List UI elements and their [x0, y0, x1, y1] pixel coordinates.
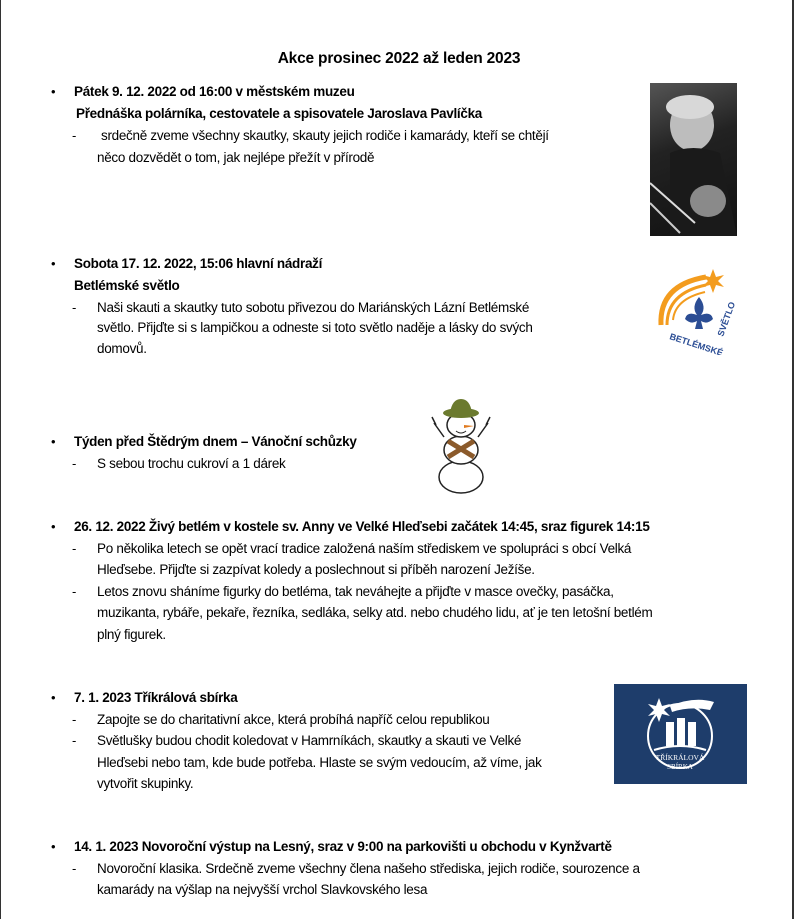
event-text: Hleďsebe. Přijďte si zazpívat koledy a poslechnout si příběh narození Ježíše.	[97, 562, 535, 577]
event-text: něco dozvědět o tom, jak nejlépe přežít v přírodě	[97, 150, 375, 165]
dash: -	[72, 541, 77, 556]
bullet: •	[51, 519, 56, 534]
dash: -	[72, 733, 77, 748]
event-heading: 14. 1. 2023 Novoroční výstup na Lesný, sraz v 9:00 na parkovišti u obchodu v Kynžvartě	[74, 839, 612, 854]
event-text: kamarády na výšlap na nejvyšší vrchol Slavkovského lesa	[97, 882, 428, 897]
event-text: Letos znovu sháníme figurky do betléma, tak neváhejte a přijďte v masce ovečky, pasáčka,	[97, 584, 614, 599]
dash: -	[72, 128, 77, 143]
event-text: Hleďsebi nebo tam, kde bude potřeba. Hlaste se svým vedoucím, až víme, jak	[97, 755, 542, 770]
bullet: •	[51, 256, 56, 271]
event-heading: 26. 12. 2022 Živý betlém v kostele sv. Anny ve Velké Hleďsebi začátek 14:45, sraz figurek 14:15	[74, 519, 650, 534]
dash: -	[72, 712, 77, 727]
event-text: Naši skauti a skautky tuto sobotu přivezou do Mariánských Lázní Betlémské	[97, 300, 530, 315]
betlemske-svetlo-logo	[651, 265, 751, 355]
event-heading: Týden před Štědrým dnem – Vánoční schůzky	[74, 434, 357, 449]
document-title: Akce prosinec 2022 až leden 2023	[277, 50, 521, 67]
event-text: Světlušky budou chodit koledovat v Hamrníkách, skautky a skauti ve Velké	[97, 733, 522, 748]
event-heading: 7. 1. 2023 Tříkrálová sbírka	[74, 690, 238, 705]
bullet: •	[51, 84, 56, 99]
event-heading: Sobota 17. 12. 2022, 15:06 hlavní nádraží	[74, 256, 323, 271]
svg-text:BETLÉMSKÉ: BETLÉMSKÉ	[668, 331, 725, 355]
event-text: domovů.	[97, 341, 147, 356]
event-heading: Pátek 9. 12. 2022 od 16:00 v městském muzeu	[74, 84, 355, 99]
svg-text:SVĚTLO: SVĚTLO	[715, 300, 738, 338]
dash: -	[72, 456, 77, 471]
dash: -	[72, 861, 77, 876]
event-text: S sebou trochu cukroví a 1 dárek	[97, 456, 286, 471]
logo-text: TŘÍKRÁLOVÁ	[655, 753, 705, 762]
bullet: •	[51, 434, 56, 449]
portrait-photo	[650, 83, 737, 236]
bullet: •	[51, 839, 56, 854]
dash: -	[72, 300, 77, 315]
event-text: Po několika letech se opět vrací tradice založená naším střediskem ve spolupráci s obcí Velká	[97, 541, 632, 556]
event-text: vytvořit skupinky.	[97, 776, 194, 791]
event-text: srdečně zveme všechny skautky, skauty jejich rodiče i kamarády, kteří se chtějí	[101, 128, 549, 143]
event-text: Zapojte se do charitativní akce, která probíhá napříč celou republikou	[97, 712, 490, 727]
event-text: světlo. Přijďte si s lampičkou a odneste si toto světlo naděje a lásky do svých	[97, 320, 533, 335]
event-subheading: Přednáška polárníka, cestovatele a spisovatele Jaroslava Pavlíčka	[76, 106, 483, 121]
event-text: plný figurek.	[97, 627, 166, 642]
event-subheading: Betlémské světlo	[74, 278, 180, 293]
trikralova-sbirka-logo	[614, 684, 747, 784]
bullet: •	[51, 690, 56, 705]
event-text: muzikanta, rybáře, pekaře, řezníka, sedláka, selky atd. nebo chudého lidu, ať je ten letošní betlém	[97, 605, 653, 620]
dash: -	[72, 584, 77, 599]
logo-text: SBÍRKA	[667, 763, 693, 771]
event-text: Novoroční klasika. Srdečně zveme všechny člena našeho střediska, jejich rodiče, sourozence a	[97, 861, 640, 876]
snowman-illustration	[426, 395, 496, 495]
